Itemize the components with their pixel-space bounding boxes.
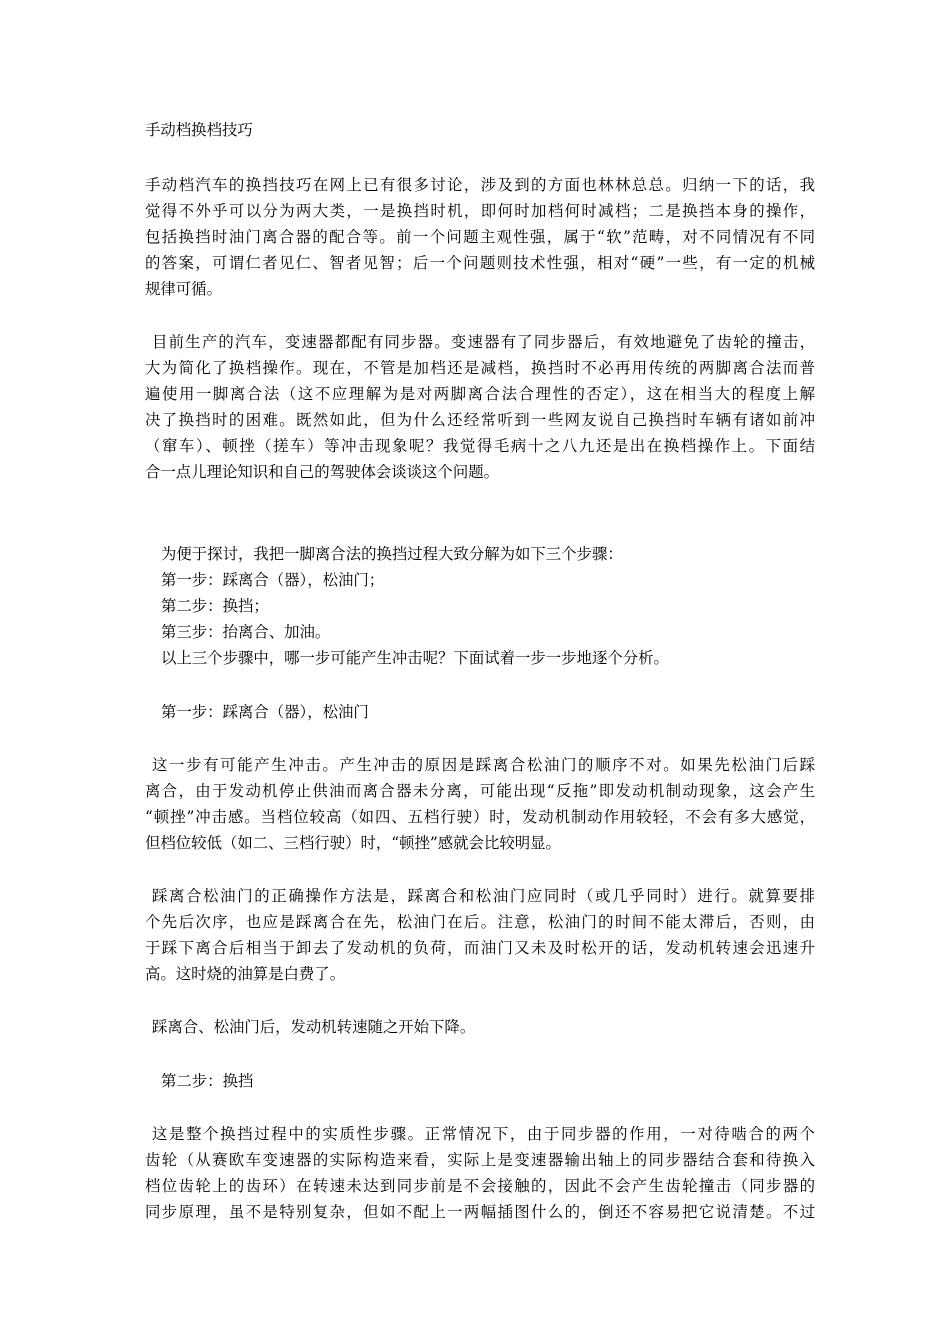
paragraph-line: 目前生产的汽车，变速器都配有同步器。变速器有了同步器后，有效地避免了齿轮的撞击， [152,333,815,351]
paragraph-line: 个先后次序，也应是踩离合在先，松油门在后。注意，松油门的时间不能太滞后，否则，由 [145,913,815,931]
step-item: 第二步：换挡； [161,597,269,615]
paragraph-line: 遍使用一脚离合法（这不应理解为是对两脚离合法合理性的否定），这在相当大的程度上解 [145,385,815,403]
paragraph-line: 这是整个换挡过程中的实质性步骤。正常情况下，由于同步器的作用，一对待啮合的两个 [152,1125,815,1143]
paragraph-line: 这一步有可能产生冲击。产生冲击的原因是踩离合松油门的顺序不对。如果先松油门后踩 [152,756,815,774]
paragraph-line: 同步原理，虽不是特别复杂，但如不配上一两幅插图什么的，倒还不容易把它说清楚。不过 [145,1203,815,1221]
paragraph-line: 觉得不外乎可以分为两大类，一是换挡时机，即何时加档何时减档；二是换挡本身的操作， [145,202,815,220]
paragraph-line: 踩离合、松油门后，发动机转速随之开始下降。 [152,1018,476,1036]
paragraph-line: 档位齿轮上的齿环）在转速未达到同步前是不会接触的，因此不会产生齿轮撞击（同步器的 [145,1177,815,1195]
step-item: 第一步：踩离合（器），松油门； [161,571,385,589]
steps-intro: 为便于探讨，我把一脚离合法的换挡过程大致分解为如下三个步骤： [161,545,623,563]
paragraph-line: “顿挫”冲击感。当档位较高（如四、五档行驶）时，发动机制动作用较轻，不会有多大感觉， [145,808,815,826]
paragraph-line: 齿轮（从赛欧车变速器的实际构造来看，实际上是变速器输出轴上的同步器结合套和待换入 [145,1151,815,1169]
paragraph-line: 的答案，可谓仁者见仁、智者见智；后一个问题则技术性强，相对“硬”一些，有一定的机械 [145,254,815,272]
step-item: 第三步：抬离合、加油。 [161,623,331,641]
paragraph-line: 踩离合松油门的正确操作方法是，踩离合和松油门应同时（或几乎同时）进行。就算要排 [152,887,815,905]
section-heading: 第一步：踩离合（器），松油门 [161,703,369,721]
paragraph-line: 包括换挡时油门离合器的配合等。前一个问题主观性强，属于“软”范畴，对不同情况有不同 [145,228,815,246]
paragraph-line: 合一点儿理论知识和自己的驾驶体会谈谈这个问题。 [145,463,499,481]
paragraph-line: 决了换挡时的困难。既然如此，但为什么还经常听到一些网友说自己换挡时车辆有诸如前冲 [145,411,815,429]
paragraph-line: 但档位较低（如二、三档行驶）时，“顿挫”感就会比较明显。 [145,834,561,852]
paragraph-line: （窜车）、顿挫（搓车）等冲击现象呢？我觉得毛病十之八九还是出在换档操作上。下面结 [145,437,815,455]
steps-question: 以上三个步骤中，哪一步可能产生冲击呢？下面试着一步一步地逐个分析。 [161,649,669,667]
paragraph-line: 高。这时烧的油算是白费了。 [145,965,346,983]
paragraph-line: 规律可循。 [145,280,222,298]
document-title: 手动档换档技巧 [145,121,253,139]
section-heading: 第二步：换挡 [161,1072,254,1090]
paragraph-line: 离合，由于发动机停止供油而离合器未分离，可能出现“反拖”即发动机制动现象，这会产生 [145,782,815,800]
paragraph-line: 于踩下离合后相当于卸去了发动机的负荷，而油门又未及时松开的话，发动机转速会迅速升 [145,939,815,957]
paragraph-line: 大为简化了换档操作。现在，不管是加档还是减档，换挡时不必再用传统的两脚离合法而普 [145,359,815,377]
paragraph-line: 手动档汽车的换挡技巧在网上已有很多讨论，涉及到的方面也林林总总。归纳一下的话，我 [145,176,815,194]
